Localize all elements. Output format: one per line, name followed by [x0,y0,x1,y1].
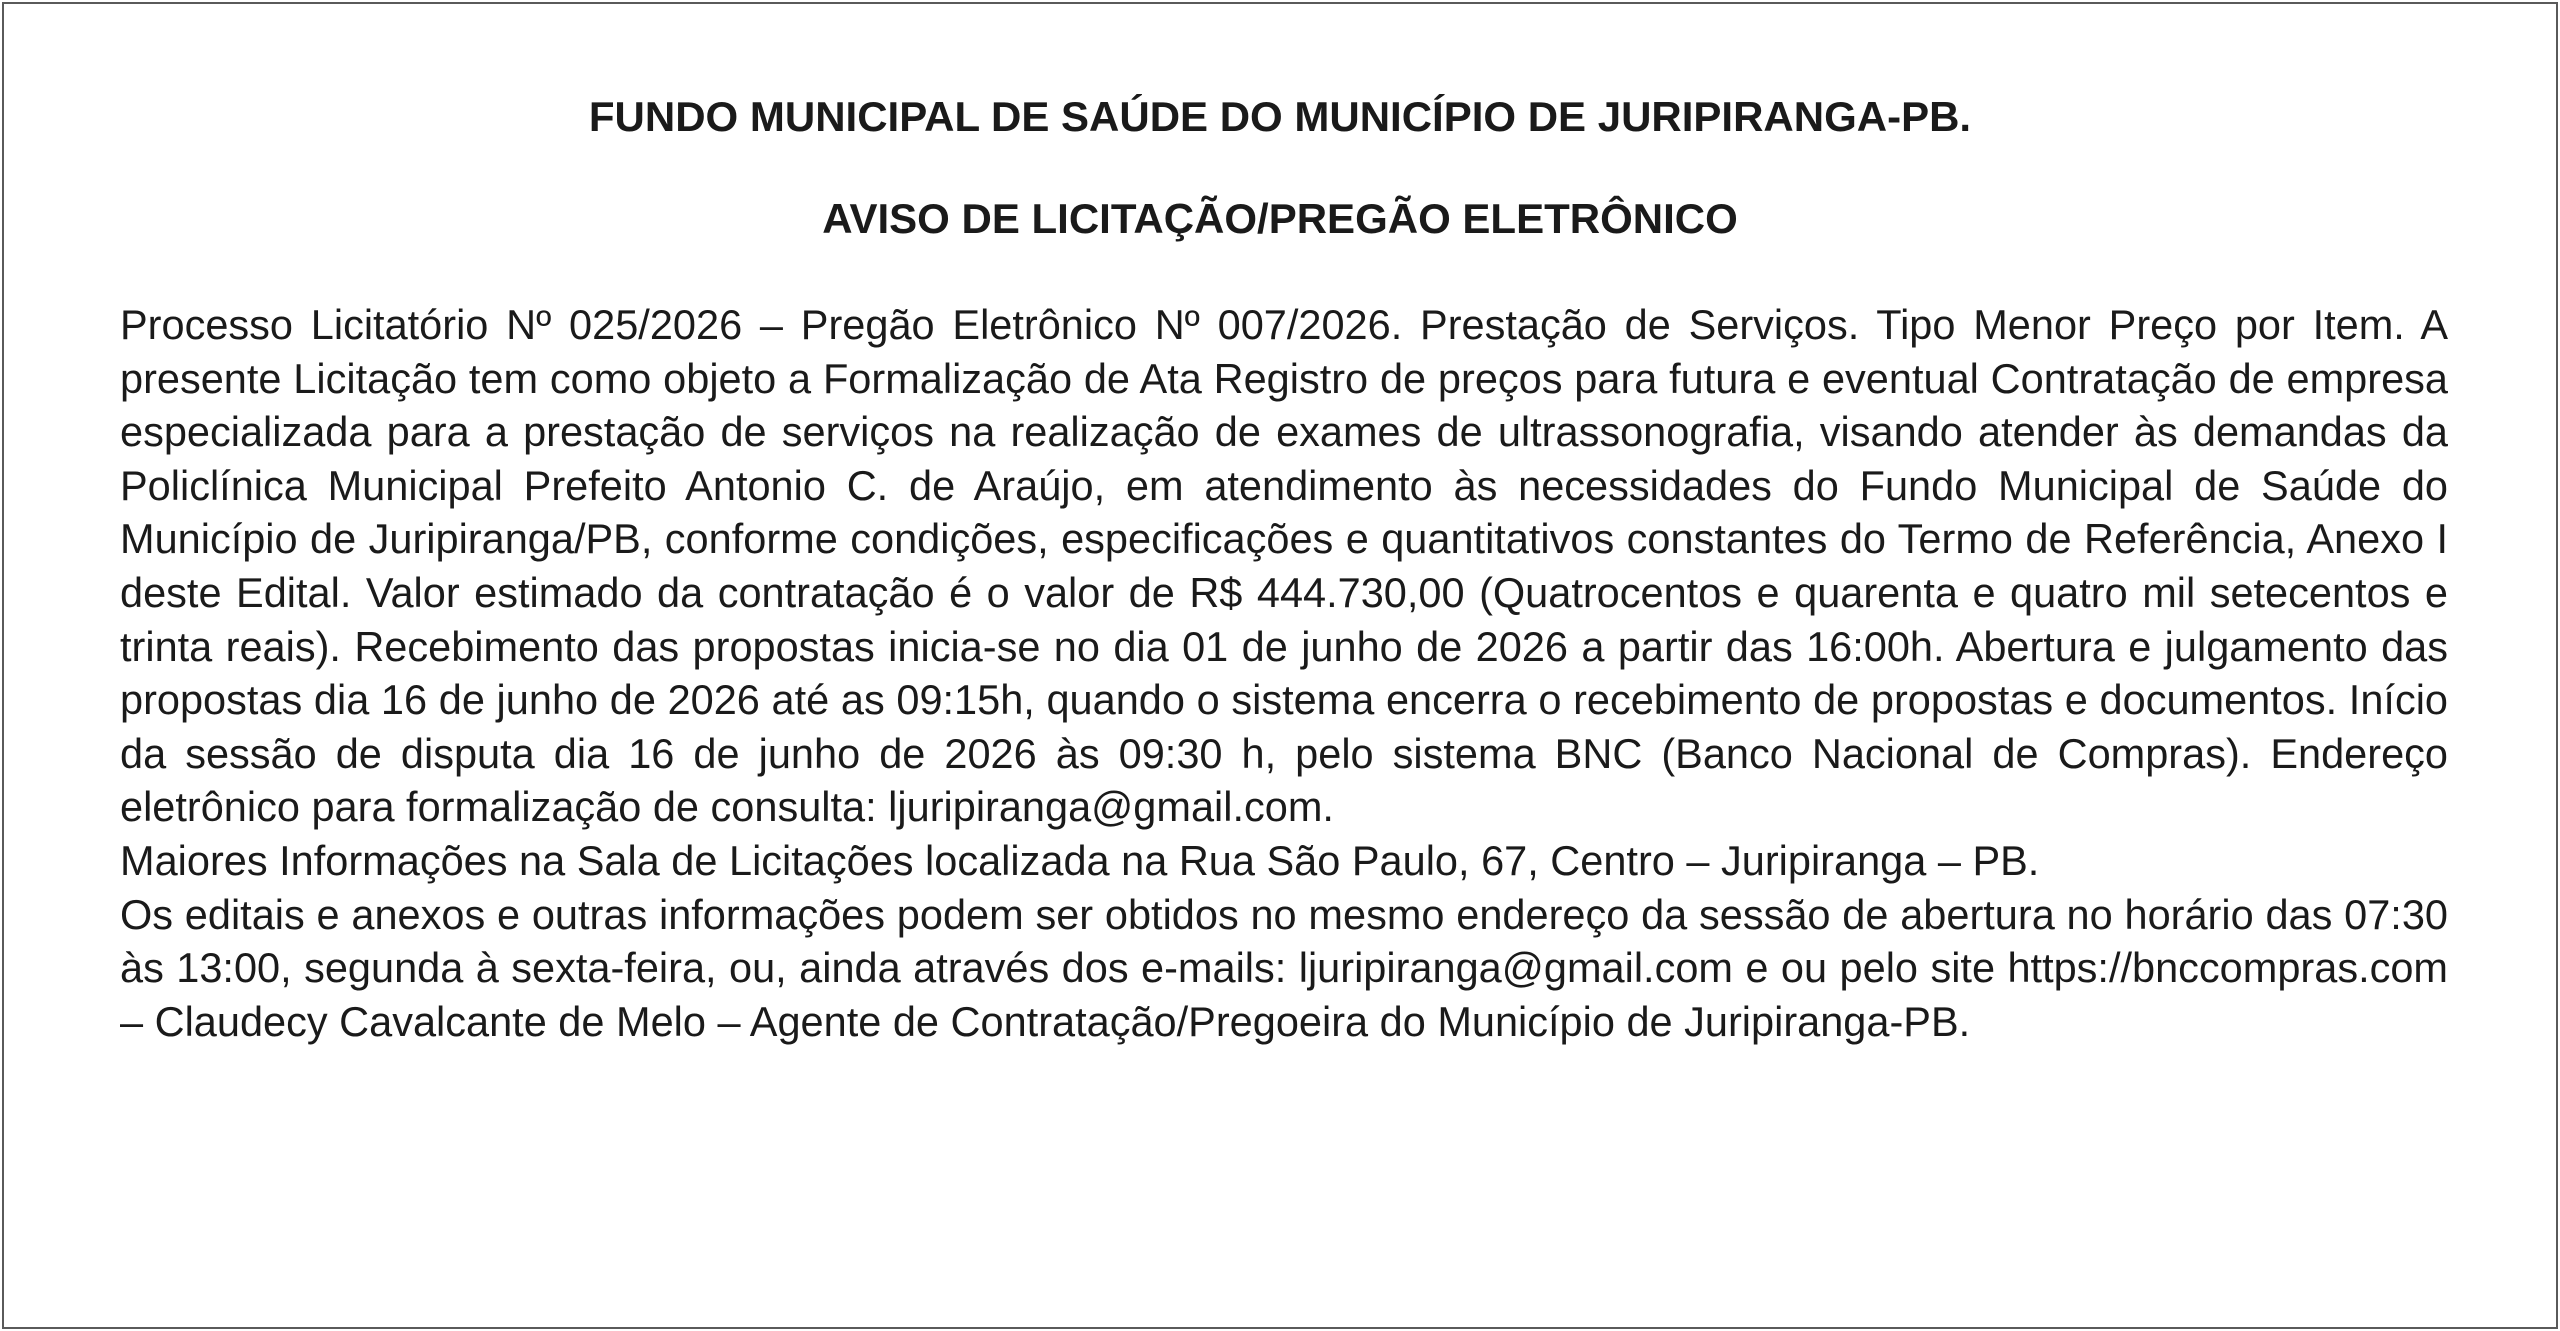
notice-paragraph-editais: Os editais e anexos e outras informações podem ser obtidos no mesmo endereço da sessão de abertura no horário das 07:30 às 13:00, segunda à sexta-feira, ou, ainda através dos e-mails: ljuripiranga@gmail.com e ou pelo site https://bnccompras.com – Claudecy Cavalcante de Melo – Agente de Contratação/Pregoeira do Município de Juripiranga-PB. [120,890,2448,1045]
notice-body [120,298,2448,1048]
notice-paragraph-info: Maiores Informações na Sala de Licitações localizada na Rua São Paulo, 67, Centro – Juripiranga – PB. [120,836,2040,884]
notice-subheader: AVISO DE LICITAÇÃO/PREGÃO ELETRÔNICO [822,195,1738,242]
notice-header: FUNDO MUNICIPAL DE SAÚDE DO MUNICÍPIO DE JURIPIRANGA-PB. [588,93,1972,140]
notice-frame [2,2,2558,1329]
notice-paragraph-main: Processo Licitatório Nº 025/2026 – Pregão Eletrônico Nº 007/2026. Prestação de Serviços. Tipo Menor Preço por Item. A presente Licitação tem como objeto a Formalização de Ata Registro de preços para futura e eventual Contratação de empresa especializada para a prestação de serviços na realização de exames de ultrassonografia, visando atender às demandas da Policlínica Municipal Prefeito Antonio C. de Araújo, em atendimento às necessidades do Fundo Municipal de Saúde do Município de Juripiranga/PB, conforme condições, especificações e quantitativos constantes do Termo de Referência, Anexo I deste Edital. Valor estimado da contratação é o valor de R$ 444.730,00 (Quatrocentos e quarenta e quatro mil setecentos e trinta reais). Recebimento das propostas inicia-se no dia 01 de junho de 2026 a partir das 16:00h. Abertura e julgamento das propostas dia 16 de junho de 2026 até as 09:15h, quando o sistema encerra o recebimento de propostas e documentos. Início da sessão de disputa dia 16 de junho de 2026 às 09:30 h, pelo sistema BNC (Banco Nacional de Compras). Endereço eletrônico para formalização de consulta: ljuripiranga@gmail.com. [120,301,2448,831]
